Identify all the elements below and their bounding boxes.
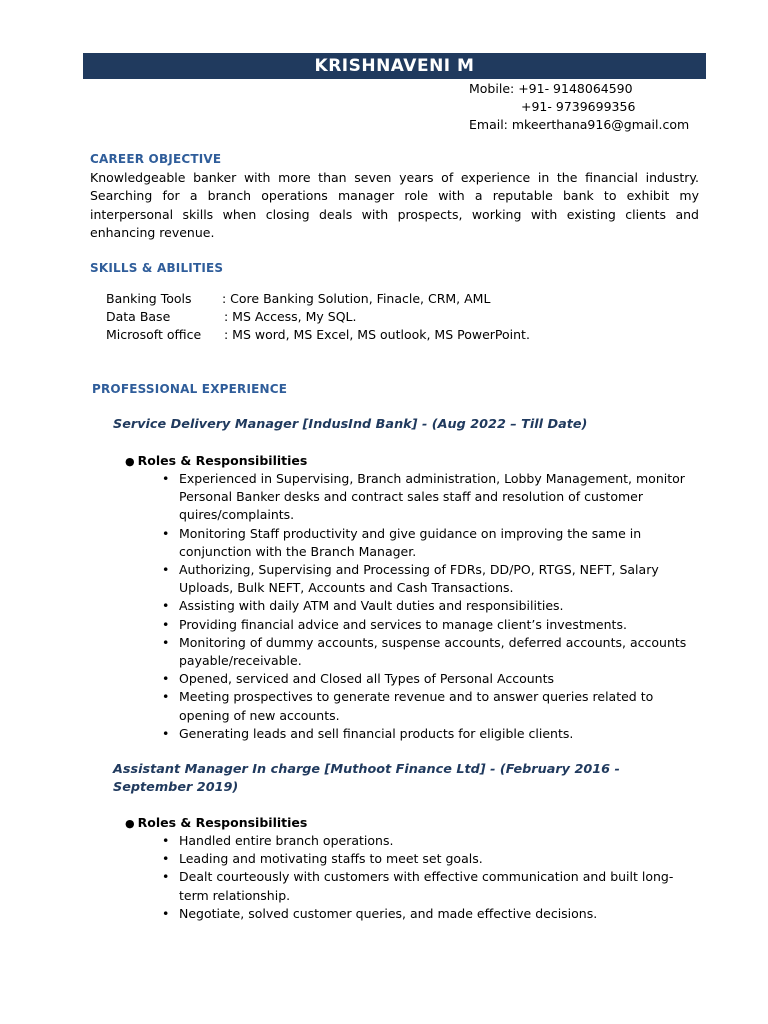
responsibility-list [162, 832, 692, 923]
skill-value: : MS word, MS Excel, MS outlook, MS PowerPoint. [224, 327, 530, 342]
mobile-secondary: +91- 9739699356 [521, 99, 636, 114]
roles-heading-label: Roles & Responsibilities [137, 815, 308, 830]
list-item: • Authorizing, Supervising and Processing of FDRs, DD/PO, RTGS, NEFT, Salary Uploads, Bulk NEFT, Accounts and Cash Transactions. [162, 561, 692, 597]
career-objective-text: Knowledgeable banker with more than seven years of experience in the financial industry. Searching for a branch operations manager role with a reputable bank to exhibit my interpersonal skills when closing deals with prospects, working with existing clients and enhancing revenue. [90, 170, 699, 240]
skills-list [106, 290, 530, 344]
skill-row [106, 290, 530, 308]
list-item: • Providing financial advice and services to manage client’s investments. [162, 616, 692, 634]
list-item: • Dealt courteously with customers with effective communication and built long-term relationship. [162, 868, 692, 904]
job-title: Service Delivery Manager [IndusInd Bank] - (Aug 2022 – Till Date) [113, 417, 588, 432]
skill-label: Microsoft office [106, 327, 202, 342]
skill-row [106, 326, 530, 344]
skill-label: Data Base [106, 309, 171, 324]
list-item: • Meeting prospectives to generate revenue and to answer queries related to opening of new accounts. [162, 688, 692, 724]
list-item: • Monitoring Staff productivity and give guidance on improving the same in conjunction with the Branch Manager. [162, 525, 692, 561]
list-item: • Opened, serviced and Closed all Types of Personal Accounts [162, 670, 692, 688]
candidate-name: KRISHNAVENI M [314, 56, 475, 76]
responsibility-list [162, 470, 692, 743]
contact-block [469, 80, 689, 134]
career-objective-heading: CAREER OBJECTIVE [90, 152, 222, 166]
list-item: • Negotiate, solved customer queries, and made effective decisions. [162, 905, 692, 923]
list-item: • Experienced in Supervising, Branch administration, Lobby Management, monitor Personal Banker desks and contract sales staff and resolution of customer quires/complaints. [162, 470, 692, 525]
bullet-icon: ● [125, 817, 135, 830]
bullet-icon: ● [125, 455, 135, 468]
list-item: • Monitoring of dummy accounts, suspense accounts, deferred accounts, accounts payable/receivable. [162, 634, 692, 670]
skill-value: : MS Access, My SQL. [224, 309, 357, 324]
roles-heading [125, 815, 307, 830]
skills-heading: SKILLS & ABILITIES [90, 261, 224, 275]
skill-label: Banking Tools [106, 291, 192, 306]
roles-heading-label: Roles & Responsibilities [137, 453, 308, 468]
list-item: • Handled entire branch operations. [162, 832, 692, 850]
skill-row [106, 308, 530, 326]
roles-heading [125, 453, 307, 468]
job-title: Assistant Manager In charge [Muthoot Finance Ltd] - (February 2016 - September 2019) [113, 762, 620, 795]
email-address: Email: mkeerthana916@gmail.com [469, 117, 690, 132]
mobile-primary: Mobile: +91- 9148064590 [469, 81, 633, 96]
list-item: • Leading and motivating staffs to meet set goals. [162, 850, 692, 868]
list-item: • Generating leads and sell financial products for eligible clients. [162, 725, 692, 743]
experience-heading: PROFESSIONAL EXPERIENCE [92, 382, 288, 396]
skill-value: : Core Banking Solution, Finacle, CRM, AML [222, 291, 491, 306]
name-banner [83, 53, 706, 79]
list-item: • Assisting with daily ATM and Vault duties and responsibilities. [162, 597, 692, 615]
